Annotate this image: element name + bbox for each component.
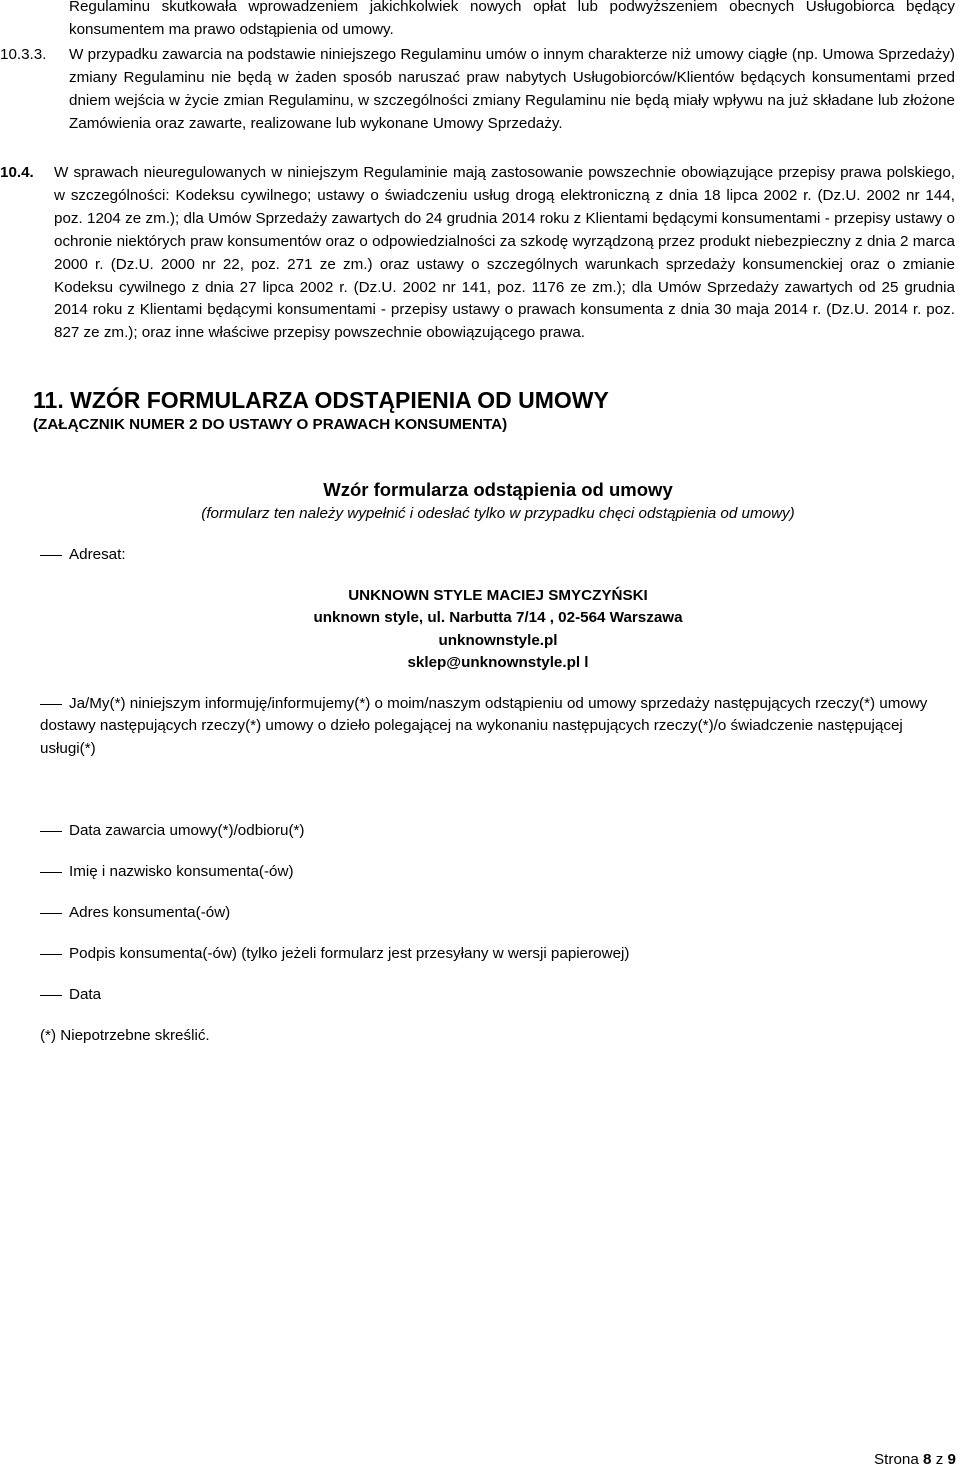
total-pages: 9 xyxy=(947,1451,956,1468)
field-contract-date: Data zawarcia umowy(*)/odbioru(*) xyxy=(69,822,305,839)
chapter-11-heading xyxy=(33,386,609,414)
form-instruction: (formularz ten należy wypełnić i odesłać tylko w przypadku chęci odstąpienia od umowy) xyxy=(201,505,795,522)
section-10-4-text: W sprawach nieuregulowanych w niniejszym Regulaminie mają zastosowanie powszechnie obowiązujące przepisy prawa polskiego, w szczególności: Kodeksu cywilnego; ustawy o świadczeniu usług drogą elektroniczną z dnia 18 lipca 2002 r. (Dz.U. 2002 nr 144, poz. 1204 ze zm.); dla Umów Sprzedaży zawartych do 24 grudnia 2014 roku z Klientami będącymi konsumentami - przepisy ustawy o ochronie niektórych praw konsumentów oraz o odpowiedzialności za szkodę wyrządzoną przez produkt niebezpieczny z dnia 2 marca 2000 r. (Dz.U. 2000 nr 22, poz. 271 ze zm.) oraz ustawy o szczególnych warunkach sprzedaży konsumenckiej oraz o zmianie Kodeksu cywilnego z dnia 27 lipca 2002 r. (Dz.U. 2002 nr 141, poz. 1176 ze zm.); dla Umów Sprzedaży zawartych od 25 grudnia 2014 roku z Klientami będącymi konsumentami - przepisy ustawy o prawach konsumenta z dnia 30 maja 2014 r. (Dz.U. 2014 r. poz. 827 ze zm.); oraz inne właściwe przepisy powszechnie obowiązującego prawa. xyxy=(54,164,955,342)
field-date: Data xyxy=(69,986,102,1003)
field-dash-contract-date xyxy=(40,831,62,832)
field-dash-consumer-address xyxy=(40,913,62,914)
addressee-label: Adresat: xyxy=(69,546,126,563)
of-label: z xyxy=(935,1451,944,1468)
field-consumer-name: Imię i nazwisko konsumenta(-ów) xyxy=(69,863,294,880)
field-consumer-address: Adres konsumenta(-ów) xyxy=(69,904,231,921)
field-dash-consumer-name xyxy=(40,872,62,873)
page-number xyxy=(874,1450,956,1470)
section-number-10-4: 10.4. xyxy=(0,164,34,181)
company-address: unknown style, ul. Narbutta 7/14 , 02-564 Warszawa xyxy=(313,609,683,626)
chapter-number: 11. xyxy=(33,387,64,413)
company-email: sklep@unknownstyle.pl l xyxy=(407,654,589,671)
field-dash-date xyxy=(40,995,62,996)
section-10-3-3-text: W przypadku zawarcia na podstawie niniejszego Regulaminu umów o innym charakterze niż umowy ciągłe (np. Umowa Sprzedaży) zmiany Regulaminu nie będą w żaden sposób naruszać praw nabytych Usługobiorców/Klientów będących konsumentami przed dniem wejścia w życie zmian Regulaminu, w szczególności zmiany Regulaminu nie będą miały wpływu na już składane lub złożone Zamówienia oraz zawarte, realizowane lub wykonane Umowy Sprzedaży. xyxy=(69,46,955,132)
form-title: Wzór formularza odstąpienia od umowy xyxy=(323,479,673,500)
chapter-11-subtitle: (ZAŁĄCZNIK NUMER 2 DO USTAWY O PRAWACH KONSUMENTA) xyxy=(33,416,508,433)
field-dash-signature xyxy=(40,954,62,955)
chapter-title: WZÓR FORMULARZA ODSTĄPIENIA OD UMOWY xyxy=(70,387,609,413)
continued-paragraph: Regulaminu skutkowała wprowadzeniem jakichkolwiek nowych opłat lub podwyższeniem obecnych Usługobiorca będący konsumentem ma prawo odstąpienia od umowy. xyxy=(69,0,955,38)
section-number-10-3-3: 10.3.3. xyxy=(0,46,47,63)
addressee-bullet-dash xyxy=(40,555,62,556)
footnote: (*) Niepotrzebne skreślić. xyxy=(40,1027,210,1044)
company-name: UNKNOWN STYLE MACIEJ SMYCZYŃSKI xyxy=(348,587,648,604)
field-signature: Podpis konsumenta(-ów) (tylko jeżeli formularz jest przesyłany w wersji papierowej) xyxy=(69,945,630,962)
page-label: Strona xyxy=(874,1451,919,1468)
current-page: 8 xyxy=(923,1451,932,1468)
company-website: unknownstyle.pl xyxy=(438,632,558,649)
declaration-text: Ja/My(*) niniejszym informuję/informujemy(*) o moim/naszym odstąpieniu od umowy sprzedaży następujących rzeczy(*) umowy dostawy następujących rzeczy(*) umowy o dzieło polegającej na wykonaniu następujących rzeczy(*)/o świadczenie następującej usługi(*) xyxy=(40,695,928,757)
